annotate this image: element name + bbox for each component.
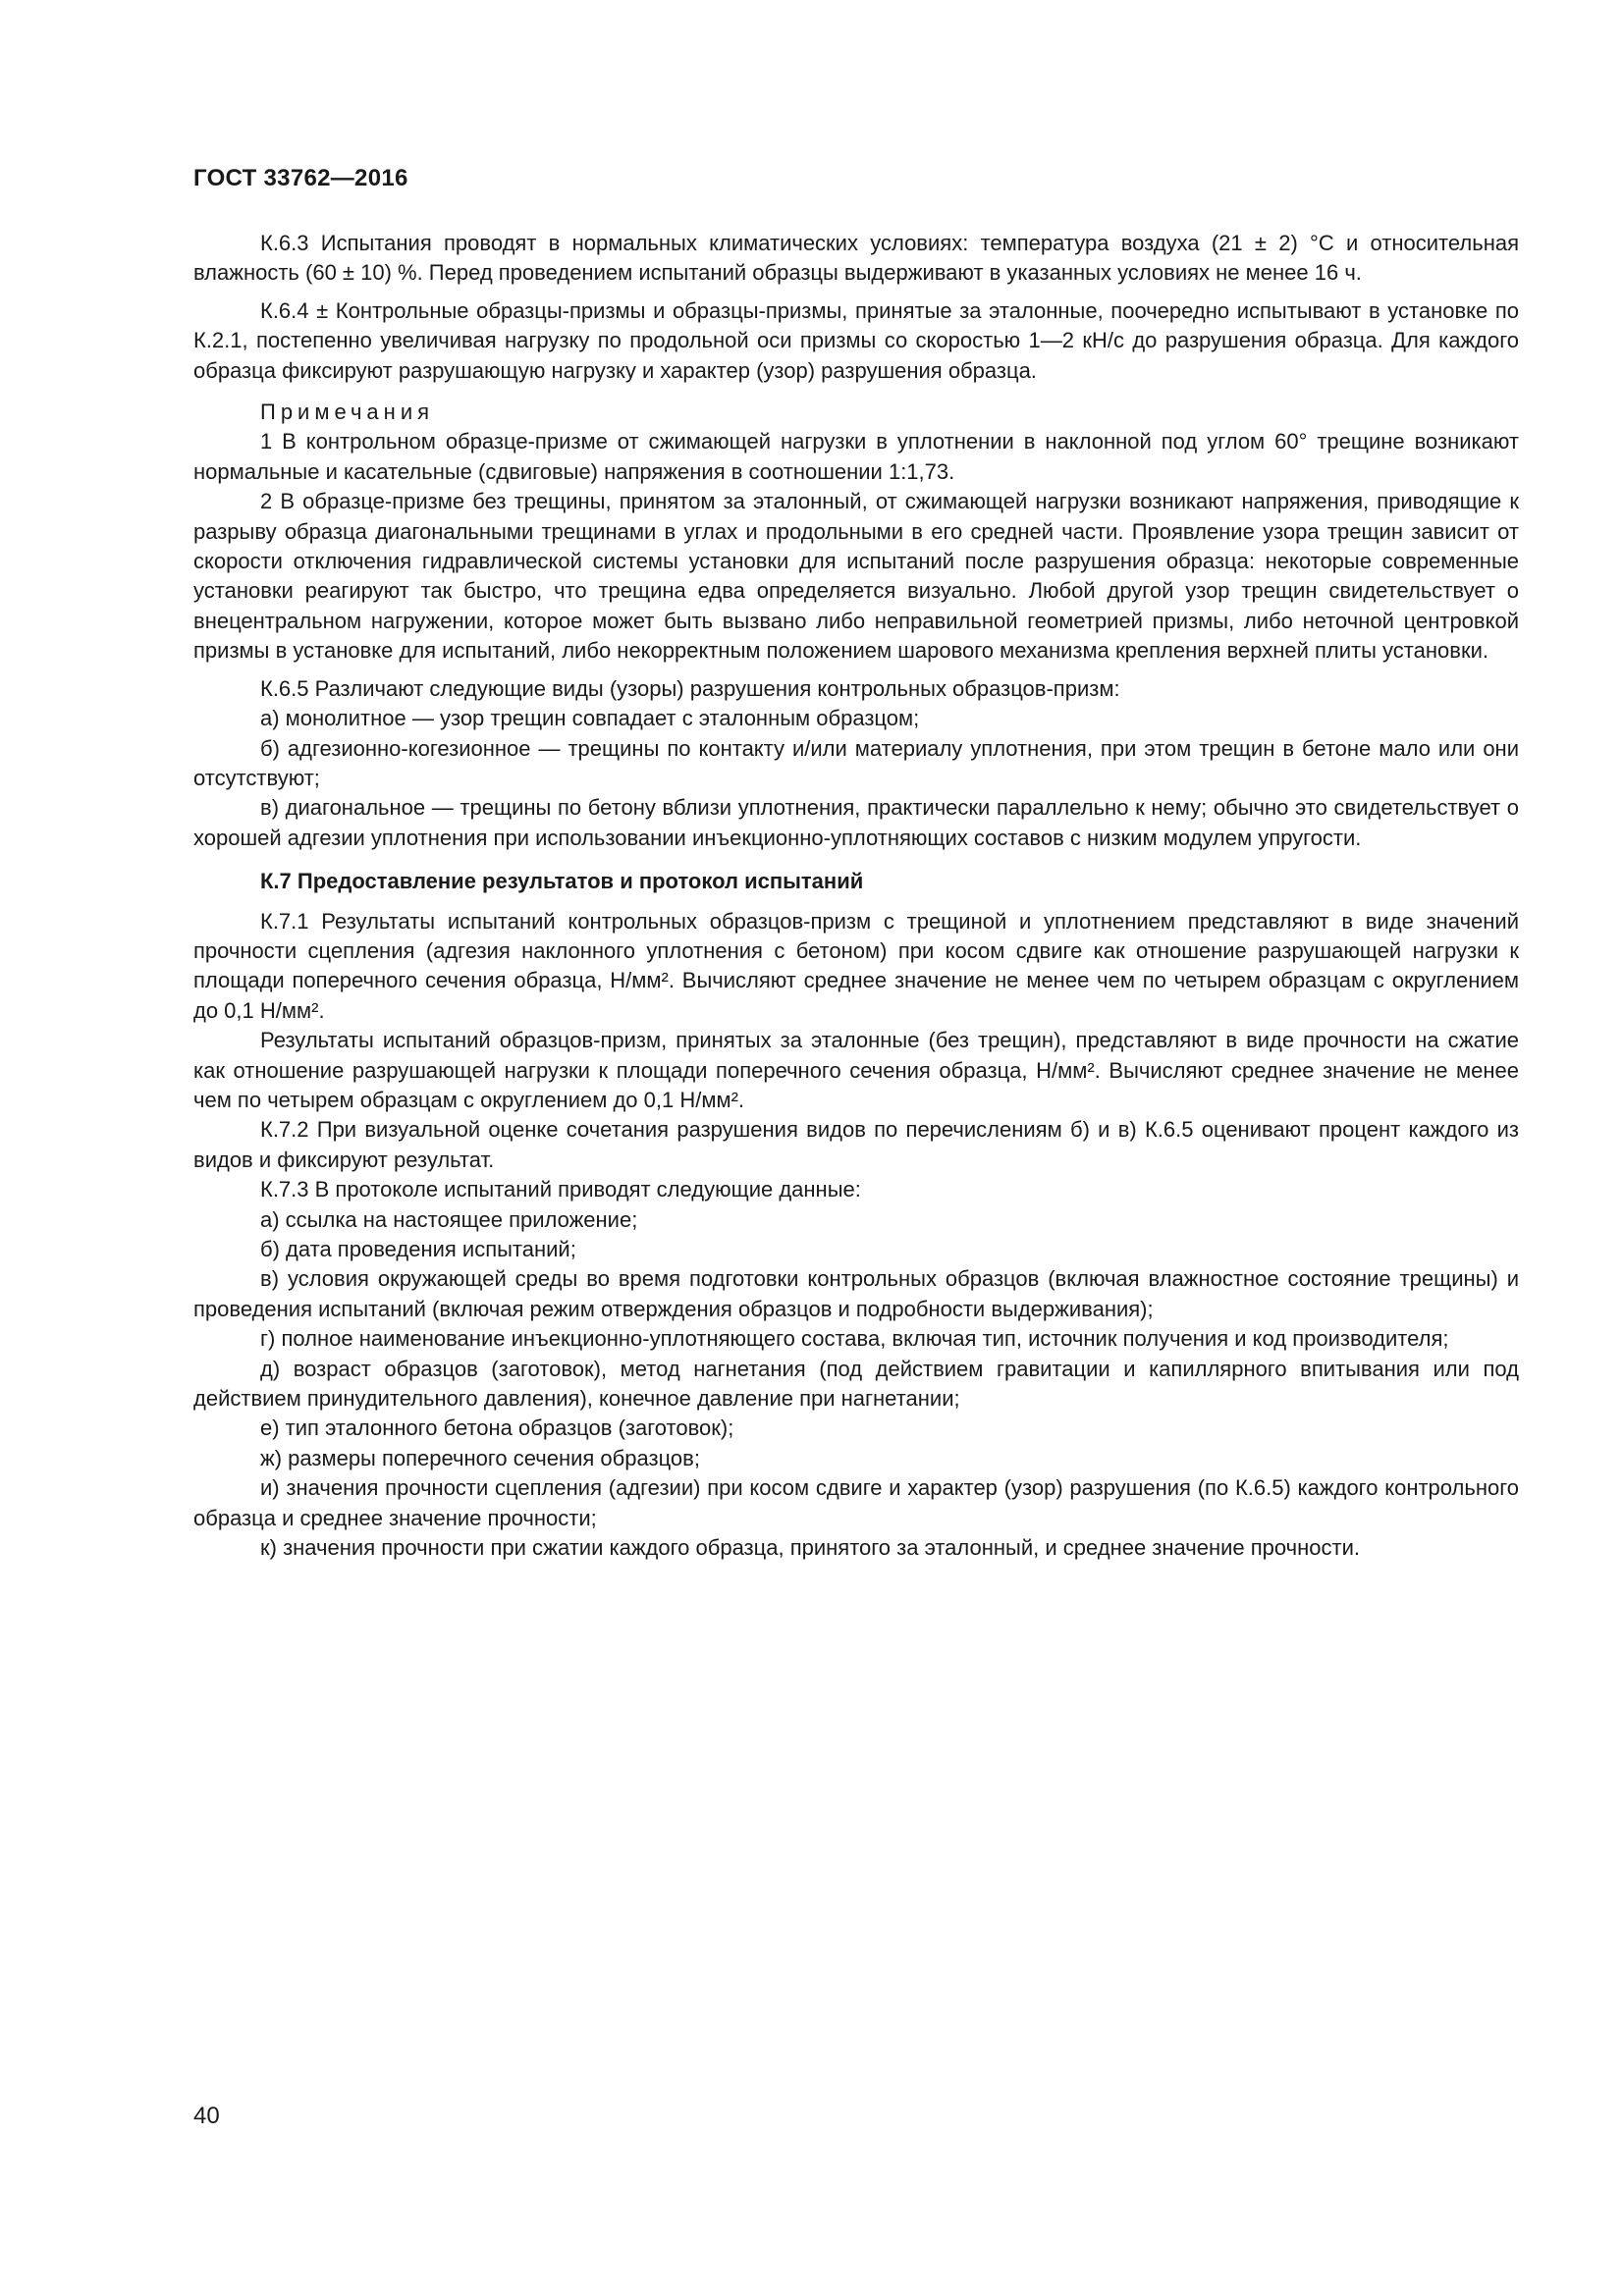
note-1: 1 В контрольном образце-призме от сжимающей нагрузки в уплотнении в наклонной под углом 60° трещине возникают нормальные и касательные (сдвиговые) напряжения в соотношении 1:1,73. [193,429,1519,484]
list-item-k-7-3-v: в) условия окружающей среды во время подготовки контрольных образцов (включая влажностное состояние трещины) и проведения испытаний (включая режим отверждения образцов и подробности выдерживания); [193,1266,1519,1321]
paragraph-k-6-5: К.6.5 Различают следующие виды (узоры) разрушения контрольных образцов-призм: [260,675,1120,701]
paragraph-k-7-1: К.7.1 Результаты испытаний контрольных образцов-призм с трещиной и уплотнением представляют в виде значений прочности сцепления (адгезия наклонного уплотнения с бетоном) при косом сдвиге как отношение разрушающей нагрузки к площади поперечного сечения образца, Н/мм². Вычисляют среднее значение не менее чем по четырем образцам с округлением до 0,1 Н/мм². [193,908,1519,1023]
document-code-header: ГОСТ 33762—2016 [193,165,408,191]
list-item-k-7-3-d: д) возраст образцов (заготовок), метод нагнетания (под действием гравитации и капиллярного впитывания или под действием принудительного давления), конечное давление при нагнетании; [193,1356,1519,1412]
list-item-k-7-3-g: г) полное наименование инъекционно-уплотняющего состава, включая тип, источник получения и код производителя; [260,1326,1449,1352]
list-item-k-7-3-i: и) значения прочности сцепления (адгезии) при косом сдвиге и характер (узор) разрушения (по К.6.5) каждого контрольного образца и среднее значение прочности; [193,1475,1519,1530]
list-item-k-7-3-k: к) значения прочности при сжатии каждого образца, принятого за эталонный, и среднее значение прочности. [260,1535,1360,1561]
paragraph-k-7-2: К.7.2 При визуальной оценке сочетания разрушения видов по перечислениям б) и в) К.6.5 оценивают процент каждого из видов и фиксируют результат. [193,1117,1519,1172]
paragraph-k-7-1-second: Результаты испытаний образцов-призм, принятых за эталонные (без трещин), представляют в виде прочности на сжатие как отношение разрушающей нагрузки к площади поперечного сечения образца, Н/мм². Вычисляют среднее значение не менее чем по четырем образцам с округлением до 0,1 Н/мм². [193,1028,1519,1112]
page-number: 40 [193,2103,220,2129]
document-body [193,229,1519,1563]
list-item-k-6-5-a: а) монолитное — узор трещин совпадает с эталонным образцом; [260,706,920,731]
notes-title: Примечания [260,400,435,425]
list-item-k-7-3-zh: ж) размеры поперечного сечения образцов; [260,1445,700,1470]
note-2: 2 В образце-призме без трещины, принятом за эталонный, от сжимающей нагрузки возникают напряжения, приводящие к разрыву образца диагональными трещинами в углах и продольными в его средней части. Проявление узора трещин зависит от скорости отключения гидравлической системы установки для испытаний после разрушения образца: некоторые современные установки реагируют так быстро, что трещина едва определяется визуально. Любой другой узор трещин свидетельствует о внецентральном нагружении, которое может быть вызвано либо неправильной геометрией призмы, либо неточной центровкой призмы в установке для испытаний, либо некорректным положением шарового механизма крепления верхней плиты установки. [193,489,1519,664]
list-item-k-6-5-b: б) адгезионно-когезионное — трещины по контакту и/или материалу уплотнения, при этом трещин в бетоне мало или они отсутствуют; [193,735,1519,790]
paragraph-k-6-3: К.6.3 Испытания проводят в нормальных климатических условиях: температура воздуха (21 ± 2) °С и относительная влажность (60 ± 10) %. Перед проведением испытаний образцы выдерживают в указанных условиях не менее 16 ч. [193,231,1519,286]
paragraph-k-7-3: К.7.3 В протоколе испытаний приводят следующие данные: [260,1177,861,1202]
list-item-k-7-3-e: е) тип эталонного бетона образцов (заготовок); [260,1415,734,1441]
paragraph-k-6-4: К.6.4 ± Контрольные образцы-призмы и образцы-призмы, принятые за эталонные, поочередно испытывают в установке по К.2.1, постепенно увеличивая нагрузку по продольной оси призмы со скоростью 1—2 кН/с до разрушения образца. Для каждого образца фиксируют разрушающую нагрузку и характер (узор) разрушения образца. [193,297,1519,383]
list-item-k-7-3-a: а) ссылка на настоящее приложение; [260,1206,638,1232]
section-heading-k-7: К.7 Предоставление результатов и протокол испытаний [260,869,864,894]
list-item-k-6-5-v: в) диагональное — трещины по бетону вблизи уплотнения, практически параллельно к нему; обычно это свидетельствует о хорошей адгезии уплотнения при использовании инъекционно-уплотняющих составов с низким модулем упругости. [193,795,1519,850]
list-item-k-7-3-b: б) дата проведения испытаний; [260,1237,576,1261]
